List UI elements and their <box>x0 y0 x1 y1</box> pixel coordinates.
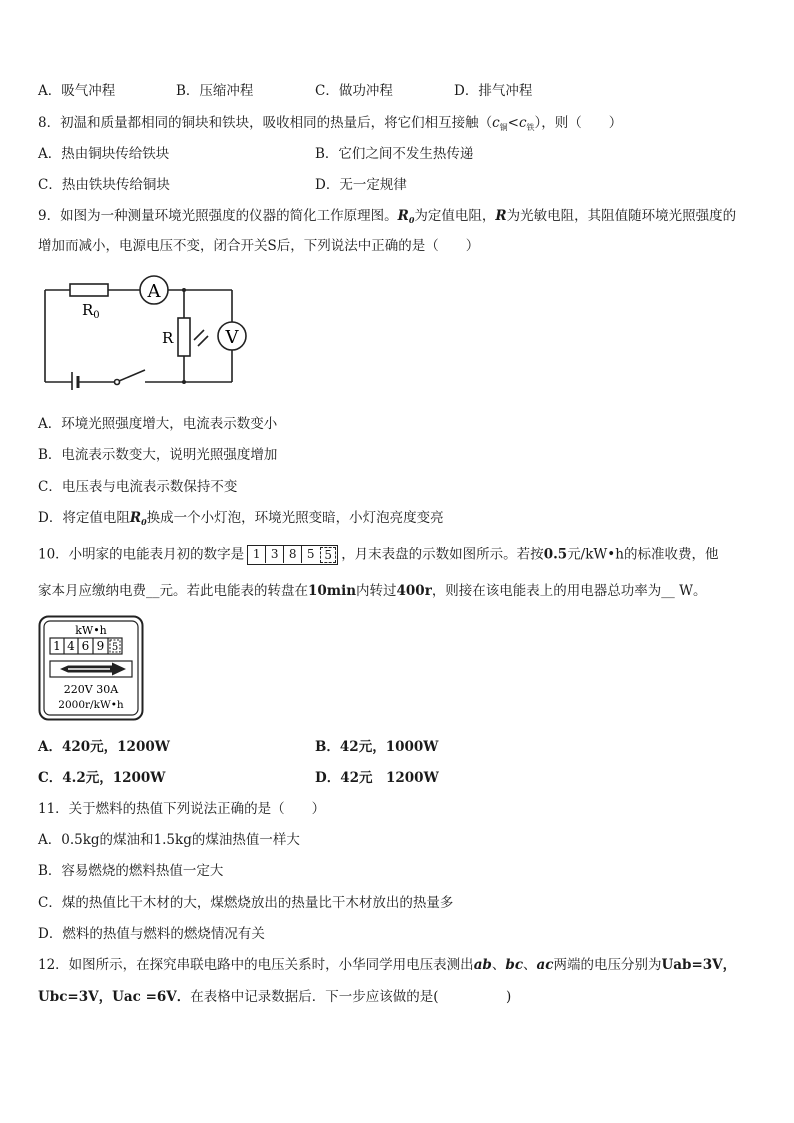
q12-ab: ab <box>473 957 492 973</box>
q9-circuit-diagram <box>30 272 260 390</box>
q9-fig-r0-label: $R_0$ <box>82 301 100 321</box>
q10-start-digit: 5 <box>301 546 319 563</box>
q10-price: 0.5 <box>543 546 568 563</box>
q8-less-than: < <box>507 115 519 131</box>
q8-option-d[interactable]: D．无一定规律 <box>315 177 407 193</box>
q11-stem: 11．关于燃料的热值下列说法正确的是（ ） <box>38 801 326 817</box>
q8-c-copper-sub: 铜 <box>499 123 508 132</box>
q10-option-b[interactable]: B．42元，1000W <box>315 739 439 755</box>
q9-option-d-text-b: 换成一个小灯泡，环境光照变暗，小灯泡亮度变亮 <box>146 510 444 526</box>
q9-option-b[interactable]: B．电流表示数变大，说明光照强度增加 <box>38 447 278 463</box>
q10-start-digit: 3 <box>265 546 283 563</box>
q9-option-d-text: D．将定值电阻 <box>38 510 130 526</box>
q8-stem <box>38 114 622 137</box>
q8-option-c[interactable]: C．热由铁块传给铜块 <box>38 177 170 193</box>
q10-option-d[interactable]: D．42元 1200W <box>315 770 439 786</box>
q12-uac: Uac =6V． <box>112 989 191 1005</box>
q8-stem-text: 8．初温和质量都相同的铜块和铁块，吸收相同的热量后，将它们相互接触（ <box>38 115 493 131</box>
q7-option-b[interactable]: B．压缩冲程 <box>176 83 254 99</box>
q10-meter-digit: 9 <box>96 639 105 653</box>
q9-fig-r-label: R <box>162 329 174 347</box>
q10-stem-text-f: ，则接在该电能表上的用电器总功率为__ W。 <box>431 583 707 599</box>
q9-resistor-r0 <box>70 284 108 296</box>
q7-option-a[interactable]: A．吸气冲程 <box>38 83 116 99</box>
q10-start-reading <box>247 545 338 565</box>
q9-stem-text-b: 为定值电阻， <box>414 208 496 224</box>
q12-bc: bc <box>505 957 524 973</box>
q9-r: R <box>495 208 507 224</box>
q11-option-c[interactable]: C．煤的热值比干木材的大，煤燃烧放出的热量比干木材放出的热量多 <box>38 895 454 911</box>
q10-stem-text-c: 元/kW•h的标准收费，他 <box>567 546 719 563</box>
q10-time: 10min <box>308 583 357 599</box>
q11-option-a[interactable]: A．0.5kg的煤油和1.5kg的煤油热值一样大 <box>38 832 300 848</box>
q11-option-b[interactable]: B．容易燃烧的燃料热值一定大 <box>38 863 224 879</box>
q12-ubc: Ubc=3V， <box>38 989 113 1005</box>
q10-meter-digit: 6 <box>81 639 90 653</box>
q10-option-a[interactable]: A．420元，1200W <box>38 739 170 755</box>
q9-option-c[interactable]: C．电压表与电流表示数保持不变 <box>38 479 238 495</box>
q10-stem-text: 10．小明家的电能表月初的数字是 <box>38 546 245 563</box>
q10-stem-text-b: ，月末表盘的示数如图所示。若按 <box>341 546 544 563</box>
q10-option-c[interactable]: C．4.2元，1200W <box>38 770 166 786</box>
q9-option-d[interactable] <box>38 509 444 531</box>
q12-stem-text-c: 在表格中记录数据后．下一步应该做的是( ) <box>190 989 512 1005</box>
q9-stem-text: 9．如图为一种测量环境光照强度的仪器的简化工作原理图。 <box>38 208 398 224</box>
q9-voltmeter-label: V <box>225 327 239 348</box>
q12-stem-line1 <box>38 956 736 974</box>
q12-sep: 、 <box>523 957 537 973</box>
q12-ac: ac <box>536 957 554 973</box>
q8-c-copper: c <box>492 115 500 131</box>
q10-meter-unit: kW•h <box>75 624 107 637</box>
q12-stem-text: 12．如图所示，在探究串联电路中的电压关系时，小华同学用电压表测出 <box>38 957 474 973</box>
q8-stem-end: ），则（ ） <box>534 115 623 131</box>
q8-c-iron: c <box>518 115 527 131</box>
q11-option-d[interactable]: D．燃料的热值与燃料的燃烧情况有关 <box>38 926 265 942</box>
q10-start-digit: 8 <box>283 546 301 563</box>
q9-photoresistor <box>178 318 190 356</box>
q7-option-d[interactable]: D．排气冲程 <box>454 83 533 99</box>
q10-stem-text-d: 家本月应缴纳电费__元。若此电能表的转盘在 <box>38 583 308 599</box>
q12-stem-text-b: 两端的电压分别为 <box>553 957 662 973</box>
q8-c-iron-sub: 铁 <box>526 123 535 132</box>
q8-option-b[interactable]: B．它们之间不发生热传递 <box>315 146 474 162</box>
q9-option-a[interactable]: A．环境光照强度增大，电流表示数变小 <box>38 416 278 432</box>
q9-stem-line2: 增加而减小，电源电压不变，闭合开关S后，下列说法中正确的是（ ） <box>38 238 480 254</box>
q10-start-digit: 1 <box>252 547 261 561</box>
q10-meter-rating: 220V 30A <box>63 683 119 696</box>
q10-meter-digit: 4 <box>67 639 75 653</box>
q9-r0: R <box>397 208 409 224</box>
q12-sep: 、 <box>491 957 506 973</box>
q9-ammeter-label: A <box>147 281 161 302</box>
q10-stem-text-e: 内转过 <box>356 583 397 599</box>
q10-stem-line2 <box>38 582 706 600</box>
q10-meter-digit-decimal: 5 <box>111 642 119 653</box>
q12-stem-line2 <box>38 988 511 1006</box>
q10-meter-digit: 1 <box>53 639 61 653</box>
q10-meter-constant: 2000r/kW•h <box>58 699 124 711</box>
q7-option-c[interactable]: C．做功冲程 <box>315 83 393 99</box>
q10-energy-meter <box>38 615 144 721</box>
q10-revolutions: 400r <box>396 583 432 599</box>
q9-r0-sub: 0 <box>408 215 415 225</box>
q10-meter-disc-arrow <box>50 661 132 677</box>
q9-stem-line1 <box>38 207 736 229</box>
q9-option-d-r0-sub: 0 <box>141 517 147 527</box>
q12-uab: Uab=3V， <box>661 957 737 973</box>
q10-stem-line1 <box>38 545 718 565</box>
q9-switch-blade <box>119 370 145 381</box>
q9-option-d-r0: R <box>129 510 142 526</box>
q8-option-a[interactable]: A．热由铜块传给铁块 <box>38 146 170 162</box>
q9-stem-text-c: 为光敏电阻，其阻值随环境光照强度的 <box>506 208 737 224</box>
q10-start-digit-decimal: 5 <box>320 547 336 563</box>
